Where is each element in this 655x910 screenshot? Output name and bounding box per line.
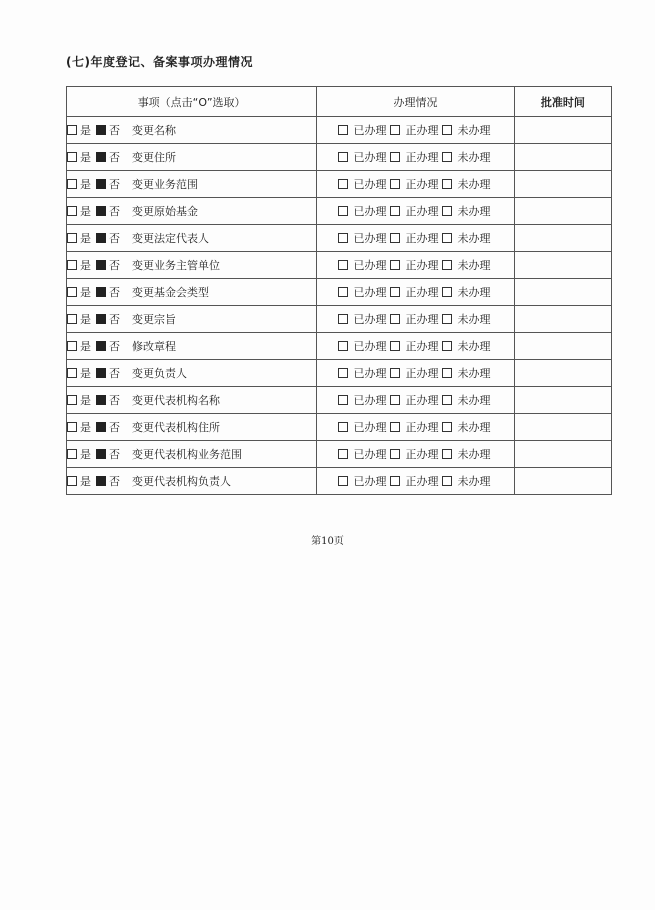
status-checkbox[interactable]	[338, 179, 348, 189]
table-header-row	[67, 87, 612, 117]
table-row	[67, 171, 612, 198]
status-checkbox[interactable]	[442, 395, 452, 405]
status-option-label: 已办理	[353, 178, 387, 191]
status-checkbox[interactable]	[390, 422, 400, 432]
approval-time-cell[interactable]	[514, 360, 611, 387]
approval-time-cell[interactable]	[514, 252, 611, 279]
status-option-label: 已办理	[353, 421, 387, 434]
item-cell	[67, 171, 317, 198]
status-option-label: 已办理	[353, 394, 387, 407]
no-label: 否	[109, 448, 120, 461]
status-option-label: 正办理	[405, 475, 439, 488]
status-checkbox[interactable]	[390, 449, 400, 459]
yes-label: 是	[80, 475, 91, 488]
table-row	[67, 279, 612, 306]
status-checkbox[interactable]	[442, 449, 452, 459]
yes-checkbox[interactable]	[67, 368, 77, 378]
no-checkbox[interactable]	[96, 314, 106, 324]
item-name: 变更宗旨	[132, 313, 176, 326]
status-cell	[317, 117, 515, 144]
item-name: 变更住所	[132, 151, 176, 164]
item-name: 变更原始基金	[132, 205, 198, 218]
status-cell	[317, 468, 515, 495]
yes-label: 是	[80, 313, 91, 326]
section-title: (七)年度登记、备案事项办理情况	[66, 55, 253, 69]
status-option-label: 已办理	[353, 313, 387, 326]
no-checkbox[interactable]	[96, 152, 106, 162]
status-checkbox[interactable]	[442, 422, 452, 432]
header-status: 办理情况	[317, 87, 515, 117]
no-label: 否	[109, 259, 120, 272]
approval-time-cell[interactable]	[514, 333, 611, 360]
status-checkbox[interactable]	[338, 476, 348, 486]
status-checkbox[interactable]	[442, 368, 452, 378]
no-checkbox[interactable]	[96, 125, 106, 135]
approval-time-cell[interactable]	[514, 468, 611, 495]
table-row	[67, 387, 612, 414]
yes-checkbox[interactable]	[67, 233, 77, 243]
no-label: 否	[109, 205, 120, 218]
status-checkbox[interactable]	[442, 233, 452, 243]
status-option-label: 已办理	[353, 232, 387, 245]
no-label: 否	[109, 124, 120, 137]
item-cell	[67, 225, 317, 252]
table-row	[67, 306, 612, 333]
item-name: 变更代表机构名称	[132, 394, 220, 407]
status-option-label: 正办理	[405, 259, 439, 272]
status-checkbox[interactable]	[338, 260, 348, 270]
status-option-label: 正办理	[405, 421, 439, 434]
status-option-label: 正办理	[405, 448, 439, 461]
yes-label: 是	[80, 178, 91, 191]
status-checkbox[interactable]	[390, 395, 400, 405]
yes-label: 是	[80, 232, 91, 245]
status-option-label: 未办理	[457, 286, 491, 299]
status-option-label: 未办理	[457, 259, 491, 272]
status-checkbox[interactable]	[338, 449, 348, 459]
yes-checkbox[interactable]	[67, 314, 77, 324]
status-option-label: 正办理	[405, 178, 439, 191]
item-name: 变更代表机构负责人	[132, 475, 231, 488]
status-checkbox[interactable]	[338, 125, 348, 135]
status-option-label: 正办理	[405, 124, 439, 137]
table-row	[67, 441, 612, 468]
status-option-label: 已办理	[353, 286, 387, 299]
approval-time-cell[interactable]	[514, 414, 611, 441]
item-cell	[67, 306, 317, 333]
status-cell	[317, 360, 515, 387]
yes-checkbox[interactable]	[67, 125, 77, 135]
yes-label: 是	[80, 124, 91, 137]
status-checkbox[interactable]	[390, 206, 400, 216]
yes-label: 是	[80, 259, 91, 272]
yes-checkbox[interactable]	[67, 476, 77, 486]
status-checkbox[interactable]	[442, 314, 452, 324]
status-checkbox[interactable]	[338, 368, 348, 378]
status-option-label: 未办理	[457, 232, 491, 245]
status-checkbox[interactable]	[390, 233, 400, 243]
yes-label: 是	[80, 151, 91, 164]
status-checkbox[interactable]	[390, 341, 400, 351]
status-cell	[317, 387, 515, 414]
yes-label: 是	[80, 205, 91, 218]
status-option-label: 已办理	[353, 367, 387, 380]
item-cell	[67, 414, 317, 441]
header-approval-time: 批准时间	[514, 87, 611, 117]
item-name: 变更业务主管单位	[132, 259, 220, 272]
approval-time-cell[interactable]	[514, 144, 611, 171]
status-cell	[317, 252, 515, 279]
approval-time-cell[interactable]	[514, 387, 611, 414]
no-label: 否	[109, 286, 120, 299]
no-label: 否	[109, 394, 120, 407]
status-option-label: 已办理	[353, 448, 387, 461]
status-option-label: 已办理	[353, 340, 387, 353]
registration-items-table	[66, 86, 612, 495]
status-checkbox[interactable]	[338, 422, 348, 432]
status-option-label: 未办理	[457, 205, 491, 218]
no-checkbox[interactable]	[96, 395, 106, 405]
no-label: 否	[109, 340, 120, 353]
yes-checkbox[interactable]	[67, 206, 77, 216]
no-checkbox[interactable]	[96, 260, 106, 270]
table-row	[67, 360, 612, 387]
status-checkbox[interactable]	[390, 125, 400, 135]
status-option-label: 正办理	[405, 340, 439, 353]
item-cell	[67, 144, 317, 171]
status-option-label: 已办理	[353, 124, 387, 137]
yes-checkbox[interactable]	[67, 395, 77, 405]
status-option-label: 已办理	[353, 259, 387, 272]
status-checkbox[interactable]	[442, 260, 452, 270]
item-cell	[67, 252, 317, 279]
status-option-label: 未办理	[457, 340, 491, 353]
status-checkbox[interactable]	[390, 179, 400, 189]
status-cell	[317, 441, 515, 468]
header-item: 事项（点击“O”选取）	[67, 87, 317, 117]
item-cell	[67, 441, 317, 468]
status-cell	[317, 171, 515, 198]
status-cell	[317, 225, 515, 252]
status-option-label: 未办理	[457, 313, 491, 326]
status-checkbox[interactable]	[442, 287, 452, 297]
status-option-label: 正办理	[405, 232, 439, 245]
table-row	[67, 333, 612, 360]
status-option-label: 正办理	[405, 205, 439, 218]
item-cell	[67, 360, 317, 387]
no-checkbox[interactable]	[96, 476, 106, 486]
status-checkbox[interactable]	[390, 287, 400, 297]
yes-checkbox[interactable]	[67, 449, 77, 459]
status-option-label: 未办理	[457, 394, 491, 407]
item-cell	[67, 117, 317, 144]
item-cell	[67, 198, 317, 225]
yes-checkbox[interactable]	[67, 341, 77, 351]
status-option-label: 正办理	[405, 394, 439, 407]
item-name: 变更法定代表人	[132, 232, 209, 245]
table-row	[67, 252, 612, 279]
yes-label: 是	[80, 421, 91, 434]
item-cell	[67, 387, 317, 414]
no-checkbox[interactable]	[96, 422, 106, 432]
item-name: 变更业务范围	[132, 178, 198, 191]
status-option-label: 未办理	[457, 448, 491, 461]
item-cell	[67, 279, 317, 306]
status-checkbox[interactable]	[442, 476, 452, 486]
status-checkbox[interactable]	[390, 314, 400, 324]
no-checkbox[interactable]	[96, 179, 106, 189]
status-checkbox[interactable]	[338, 287, 348, 297]
status-cell	[317, 306, 515, 333]
approval-time-cell[interactable]	[514, 171, 611, 198]
status-cell	[317, 198, 515, 225]
status-checkbox[interactable]	[338, 152, 348, 162]
status-option-label: 已办理	[353, 205, 387, 218]
no-checkbox[interactable]	[96, 233, 106, 243]
approval-time-cell[interactable]	[514, 441, 611, 468]
status-option-label: 未办理	[457, 178, 491, 191]
yes-checkbox[interactable]	[67, 152, 77, 162]
status-checkbox[interactable]	[338, 341, 348, 351]
no-checkbox[interactable]	[96, 287, 106, 297]
status-option-label: 未办理	[457, 124, 491, 137]
yes-checkbox[interactable]	[67, 260, 77, 270]
approval-time-cell[interactable]	[514, 117, 611, 144]
item-name: 变更负责人	[132, 367, 187, 380]
status-option-label: 已办理	[353, 475, 387, 488]
approval-time-cell[interactable]	[514, 306, 611, 333]
status-checkbox[interactable]	[442, 179, 452, 189]
no-label: 否	[109, 313, 120, 326]
no-label: 否	[109, 421, 120, 434]
no-checkbox[interactable]	[96, 341, 106, 351]
status-option-label: 正办理	[405, 151, 439, 164]
yes-checkbox[interactable]	[67, 179, 77, 189]
no-label: 否	[109, 178, 120, 191]
status-checkbox[interactable]	[338, 206, 348, 216]
page-number: 第10页	[311, 536, 344, 547]
item-cell	[67, 333, 317, 360]
yes-label: 是	[80, 448, 91, 461]
status-option-label: 正办理	[405, 313, 439, 326]
table-row	[67, 414, 612, 441]
status-checkbox[interactable]	[390, 260, 400, 270]
item-name: 变更代表机构业务范围	[132, 448, 242, 461]
table-row	[67, 198, 612, 225]
status-cell	[317, 279, 515, 306]
table-row	[67, 144, 612, 171]
status-cell	[317, 414, 515, 441]
status-checkbox[interactable]	[442, 152, 452, 162]
status-checkbox[interactable]	[442, 341, 452, 351]
status-checkbox[interactable]	[442, 206, 452, 216]
no-label: 否	[109, 367, 120, 380]
status-checkbox[interactable]	[338, 233, 348, 243]
status-checkbox[interactable]	[338, 395, 348, 405]
no-label: 否	[109, 151, 120, 164]
status-option-label: 正办理	[405, 286, 439, 299]
yes-label: 是	[80, 367, 91, 380]
yes-label: 是	[80, 394, 91, 407]
no-label: 否	[109, 232, 120, 245]
item-cell	[67, 468, 317, 495]
table-row	[67, 117, 612, 144]
status-checkbox[interactable]	[442, 125, 452, 135]
item-name: 修改章程	[132, 340, 176, 353]
approval-time-cell[interactable]	[514, 279, 611, 306]
item-name: 变更基金会类型	[132, 286, 209, 299]
table-row	[67, 468, 612, 495]
no-checkbox[interactable]	[96, 368, 106, 378]
status-option-label: 未办理	[457, 367, 491, 380]
yes-label: 是	[80, 286, 91, 299]
status-cell	[317, 144, 515, 171]
table-body	[67, 117, 612, 495]
status-checkbox[interactable]	[390, 368, 400, 378]
status-checkbox[interactable]	[338, 314, 348, 324]
item-name: 变更名称	[132, 124, 176, 137]
status-checkbox[interactable]	[390, 152, 400, 162]
status-option-label: 正办理	[405, 367, 439, 380]
item-name: 变更代表机构住所	[132, 421, 220, 434]
yes-label: 是	[80, 340, 91, 353]
status-checkbox[interactable]	[390, 476, 400, 486]
status-option-label: 未办理	[457, 421, 491, 434]
no-checkbox[interactable]	[96, 449, 106, 459]
status-cell	[317, 333, 515, 360]
approval-time-cell[interactable]	[514, 198, 611, 225]
status-option-label: 未办理	[457, 475, 491, 488]
no-label: 否	[109, 475, 120, 488]
yes-checkbox[interactable]	[67, 422, 77, 432]
yes-checkbox[interactable]	[67, 287, 77, 297]
table-row	[67, 225, 612, 252]
approval-time-cell[interactable]	[514, 225, 611, 252]
status-option-label: 已办理	[353, 151, 387, 164]
status-option-label: 未办理	[457, 151, 491, 164]
no-checkbox[interactable]	[96, 206, 106, 216]
